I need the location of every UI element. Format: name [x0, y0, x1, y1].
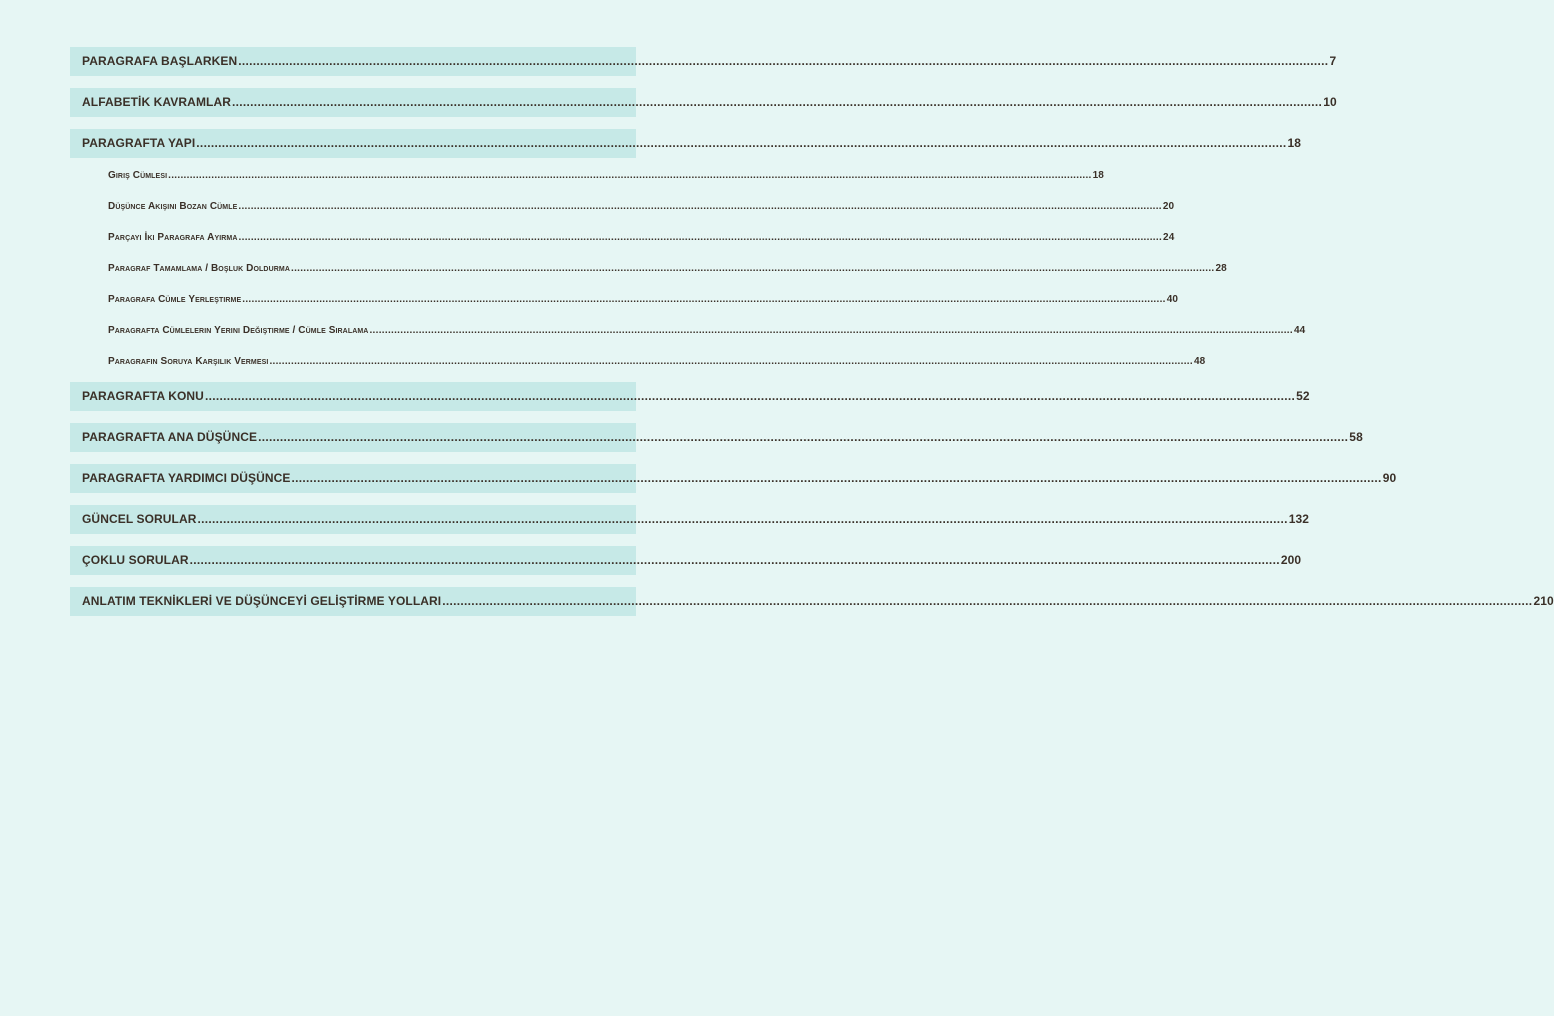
toc-subentry-title: Giriş Cümlesi	[108, 170, 168, 181]
dot-leader: ............................................................................................................................................................................................................................................................................................................	[258, 430, 1349, 444]
dot-leader: ............................................................................................................................................................................................................................................................................................................	[196, 136, 1287, 150]
toc-subentry[interactable]	[70, 222, 1175, 253]
toc-entry[interactable]	[70, 382, 1310, 411]
dot-leader: ............................................................................................................................................................................................................................................................................................................	[232, 95, 1323, 109]
toc-entry-title: ANLATIM TEKNİKLERİ VE DÜŞÜNCEYİ GELİŞTİRME YOLLARI	[82, 594, 442, 608]
toc-subentry-page: 24	[1163, 232, 1175, 243]
toc-entry[interactable]	[70, 88, 1337, 117]
toc-entry[interactable]	[70, 464, 1397, 493]
dot-leader: ............................................................................................................................................................................................................................................................................................................	[269, 356, 1193, 367]
toc-entry-page: 10	[1323, 95, 1337, 109]
toc-entry[interactable]	[70, 423, 1363, 452]
toc-entry-title: PARAGRAFTA YAPI	[82, 136, 196, 150]
toc-subentry-page: 28	[1215, 263, 1227, 274]
toc-subentry-title: Paragrafta Cümlelerin Yerini Değiştirme / Cümle Sıralama	[108, 325, 369, 336]
toc-entry-page: 7	[1329, 54, 1337, 68]
toc-subentry-page: 40	[1166, 294, 1179, 305]
toc-entry-title: GÜNCEL SORULAR	[82, 512, 197, 526]
toc-entry-page: 210	[1533, 594, 1554, 608]
toc-entry[interactable]	[70, 505, 1310, 534]
toc-subentry[interactable]	[70, 346, 1206, 377]
toc-entry-title: ÇOKLU SORULAR	[82, 553, 189, 567]
dot-leader: ............................................................................................................................................................................................................................................................................................................	[242, 294, 1166, 305]
toc-entry[interactable]	[70, 546, 1302, 575]
toc-subentry[interactable]	[70, 160, 1104, 191]
toc-subentry-title: Paragrafın Soruya Karşılık Vermesi	[108, 356, 269, 367]
toc-entry[interactable]	[70, 587, 1554, 616]
toc-entry-title: PARAGRAFTA YARDIMCI DÜŞÜNCE	[82, 471, 291, 485]
toc-subentry-title: Paragraf Tamamlama / Boşluk Doldurma	[108, 263, 290, 274]
toc-subentry-title: Paragrafa Cümle Yerleştirme	[108, 294, 242, 305]
toc-subentry[interactable]	[70, 191, 1175, 222]
toc-entry-title: PARAGRAFTA ANA DÜŞÜNCE	[82, 430, 258, 444]
dot-leader: ............................................................................................................................................................................................................................................................................................................	[168, 170, 1092, 181]
toc-entry-page: 90	[1382, 471, 1397, 485]
dot-leader: ............................................................................................................................................................................................................................................................................................................	[197, 512, 1288, 526]
dot-leader: ............................................................................................................................................................................................................................................................................................................	[204, 389, 1296, 403]
toc-entry-page: 200	[1280, 553, 1302, 567]
toc-entry-page: 18	[1287, 136, 1302, 150]
toc-entry-page: 58	[1349, 430, 1363, 444]
toc-subentry-page: 48	[1193, 356, 1206, 367]
toc-subentry[interactable]	[70, 253, 1227, 284]
dot-leader: ............................................................................................................................................................................................................................................................................................................	[442, 594, 1533, 608]
toc-entry-page: 52	[1296, 389, 1310, 403]
toc-subentry-title: Düşünce Akışını Bozan Cümle	[108, 201, 238, 212]
toc-subentry-title: Parçayı İki Paragrafa Ayırma	[108, 232, 238, 243]
toc-subentry[interactable]	[70, 284, 1179, 315]
toc-entry-title: PARAGRAFTA KONU	[82, 389, 204, 403]
toc-entry[interactable]	[70, 129, 1302, 158]
dot-leader: ............................................................................................................................................................................................................................................................................................................	[238, 54, 1329, 68]
toc-subentry-page: 20	[1162, 201, 1175, 212]
dot-leader: ............................................................................................................................................................................................................................................................................................................	[238, 232, 1163, 243]
table-of-contents	[70, 47, 1554, 628]
dot-leader: ............................................................................................................................................................................................................................................................................................................	[189, 553, 1280, 567]
dot-leader: ............................................................................................................................................................................................................................................................................................................	[291, 471, 1382, 485]
toc-subentry-page: 18	[1092, 170, 1104, 181]
toc-entry-title: PARAGRAFA BAŞLARKEN	[82, 54, 238, 68]
dot-leader: ............................................................................................................................................................................................................................................................................................................	[238, 201, 1162, 212]
toc-subentry-page: 44	[1293, 325, 1306, 336]
toc-entry-page: 132	[1288, 512, 1310, 526]
dot-leader: ............................................................................................................................................................................................................................................................................................................	[369, 325, 1293, 336]
dot-leader: ............................................................................................................................................................................................................................................................................................................	[290, 263, 1215, 274]
toc-entry[interactable]	[70, 47, 1337, 76]
toc-entry-title: ALFABETİK KAVRAMLAR	[82, 95, 231, 109]
toc-subentry[interactable]	[70, 315, 1306, 346]
